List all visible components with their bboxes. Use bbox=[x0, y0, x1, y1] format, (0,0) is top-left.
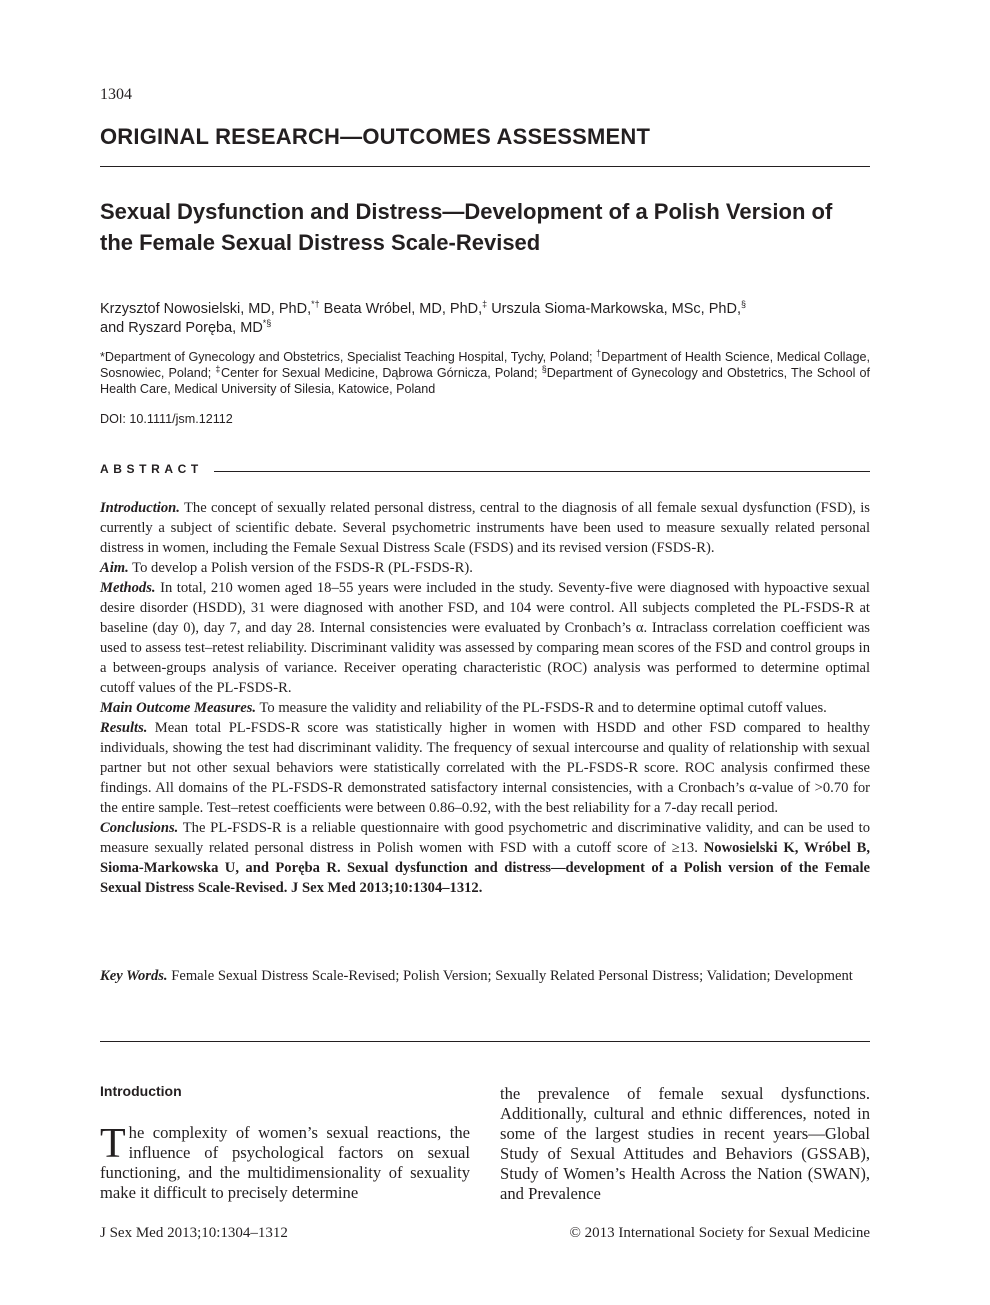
page-number: 1304 bbox=[100, 86, 132, 103]
abstract-label: Conclusions. bbox=[100, 820, 179, 836]
citation: Nowosielski K, Wróbel B, Sioma-Markowska U, and Poręba R. Sexual dysfunction and distress—development of a Polish version of the Female Sexual Distress Scale-Revised. J Sex Med 2013;10:1304–1312. bbox=[100, 840, 871, 896]
doi-link[interactable]: DOI: 10.1111/jsm.12112 bbox=[100, 412, 233, 426]
key-words bbox=[100, 966, 870, 986]
author-marker: *† bbox=[311, 299, 320, 310]
author-name: Krzysztof Nowosielski, MD, PhD, bbox=[100, 301, 312, 317]
abstract-text: Mean total PL-FSDS-R score was statistically higher in women with HSDD and other FSD compared to healthy individuals, showing the test had discriminant validity. The frequency of sexual intercourse and quality of relationship with sexual partner but not other sexual behaviors were statistically correlated with the PL-FSDS-R score. ROC analysis confirmed these findings. All domains of the PL-FSDS-R demonstrated satisfactory internal consistencies, with a Cronbach’s α-value of >0.70 for the entire sample. Test–retest coefficients were between 0.86–0.92, with the best reliability for a 7-day recall period. bbox=[100, 720, 870, 816]
footer-copyright: © 2013 International Society for Sexual Medicine bbox=[569, 1225, 870, 1241]
affiliation-marker: * bbox=[100, 350, 105, 364]
affiliations bbox=[100, 349, 870, 397]
affiliation-text: Center for Sexual Medicine, Dąbrowa Górnicza, Poland; bbox=[220, 366, 542, 380]
abstract-label: Main Outcome Measures. bbox=[100, 700, 257, 716]
abstract-heading: ABSTRACT bbox=[100, 462, 207, 476]
affiliation-text: Department of Gynecology and Obstetrics, The School of Health Care, Medical University of Silesia, Katowice, Poland bbox=[100, 366, 870, 396]
abstract-text: The concept of sexually related personal distress, central to the diagnosis of all female sexual dysfunction (FSD), is currently a subject of scientific debate. Several psychometric instruments have been used to measure sexually related personal distress in women, including the Female Sexual Distress Scale (FSDS) and its revised version (FSDS-R). bbox=[100, 500, 870, 556]
affiliation-text: Department of Health Science, Medical Collage, Sosnowiec, Poland; bbox=[100, 350, 870, 380]
abstract-label: Aim. bbox=[100, 560, 129, 576]
abstract-text: To measure the validity and reliability of the PL-FSDS-R and to determine optimal cutoff values. bbox=[256, 700, 827, 716]
drop-cap: T bbox=[100, 1121, 126, 1167]
abstract-label: Methods. bbox=[100, 580, 156, 596]
author-marker: § bbox=[740, 299, 746, 310]
author-marker: *§ bbox=[262, 318, 272, 329]
abstract-methods bbox=[100, 578, 870, 698]
abstract-divider bbox=[214, 471, 870, 472]
abstract-text: To develop a Polish version of the FSDS-R (PL-FSDS-R). bbox=[128, 560, 473, 576]
abstract-conclusions bbox=[100, 818, 870, 898]
author-list bbox=[100, 300, 870, 338]
abstract-label: Introduction. bbox=[100, 500, 180, 516]
abstract-body bbox=[100, 498, 870, 898]
affiliation-marker: † bbox=[596, 347, 602, 358]
header-divider bbox=[100, 166, 870, 167]
introduction-heading: Introduction bbox=[100, 1083, 182, 1099]
abstract-main-outcome bbox=[100, 698, 870, 718]
section-label: ORIGINAL RESEARCH—OUTCOMES ASSESSMENT bbox=[100, 124, 651, 149]
abstract-label: Results. bbox=[100, 720, 148, 736]
abstract-aim bbox=[100, 558, 870, 578]
abstract-results bbox=[100, 718, 870, 818]
abstract-end-divider bbox=[100, 1041, 870, 1042]
left-column bbox=[100, 1083, 470, 1203]
introduction-text-left bbox=[100, 1123, 470, 1203]
footer-journal: J Sex Med 2013;10:1304–1312 bbox=[100, 1225, 288, 1241]
author-name: Urszula Sioma-Markowska, MSc, PhD, bbox=[487, 301, 741, 317]
introduction-paragraph: he complexity of women’s sexual reactions, the influence of psychological factors on sexual functioning, and the multidimensionality of sexuality make it difficult to precisely determine bbox=[100, 1123, 470, 1202]
affiliation-text: Department of Gynecology and Obstetrics, Specialist Teaching Hospital, Tychy, Poland; bbox=[104, 350, 597, 364]
abstract-text: The PL-FSDS-R is a reliable questionnaire with good psychometric and discriminative validity, and can be used to measure sexually related personal distress in Polish women with FSD with a cutoff score of ≥13. bbox=[100, 820, 870, 856]
abstract-introduction bbox=[100, 498, 870, 558]
keywords-text: Female Sexual Distress Scale-Revised; Polish Version; Sexually Related Personal Distress; Validation; Development bbox=[167, 968, 853, 984]
article-title: Sexual Dysfunction and Distress—Development of a Polish Version of the Female Sexual Distress Scale-Revised bbox=[100, 199, 833, 255]
author-name: Beata Wróbel, MD, PhD, bbox=[319, 301, 483, 317]
keywords-label: Key Words. bbox=[100, 968, 168, 984]
affiliation-marker: § bbox=[541, 363, 547, 374]
abstract-text: In total, 210 women aged 18–55 years were included in the study. Seventy-five were diagnosed with hypoactive sexual desire disorder (HSDD), 31 were diagnosed with another FSD, and 104 were control. All subjects completed the PL-FSDS-R at baseline (day 0), day 7, and day 28. Internal consistencies were evaluated by Cronbach’s α. Intraclass correlation coefficient was used to assess test–retest reliability. Discriminant validity was assessed by comparing mean scores of the FSD and control groups in a between-groups analysis of variance. Receiver operating characteristic (ROC) analysis was performed to determine optimal cutoff values of the PL-FSDS-R. bbox=[100, 580, 870, 696]
affiliation-marker: ‡ bbox=[215, 363, 221, 374]
introduction-text-right: the prevalence of female sexual dysfunctions. Additionally, cultural and ethnic differences, noted in some of the largest studies in recent years—Global Study of Sexual Attitudes and Behaviors (GSSAB), Study of Women’s Health Across the Nation (SWAN), and Prevalence bbox=[500, 1084, 870, 1203]
author-name: and Ryszard Poręba, MD bbox=[100, 320, 263, 336]
author-marker: ‡ bbox=[482, 299, 488, 310]
